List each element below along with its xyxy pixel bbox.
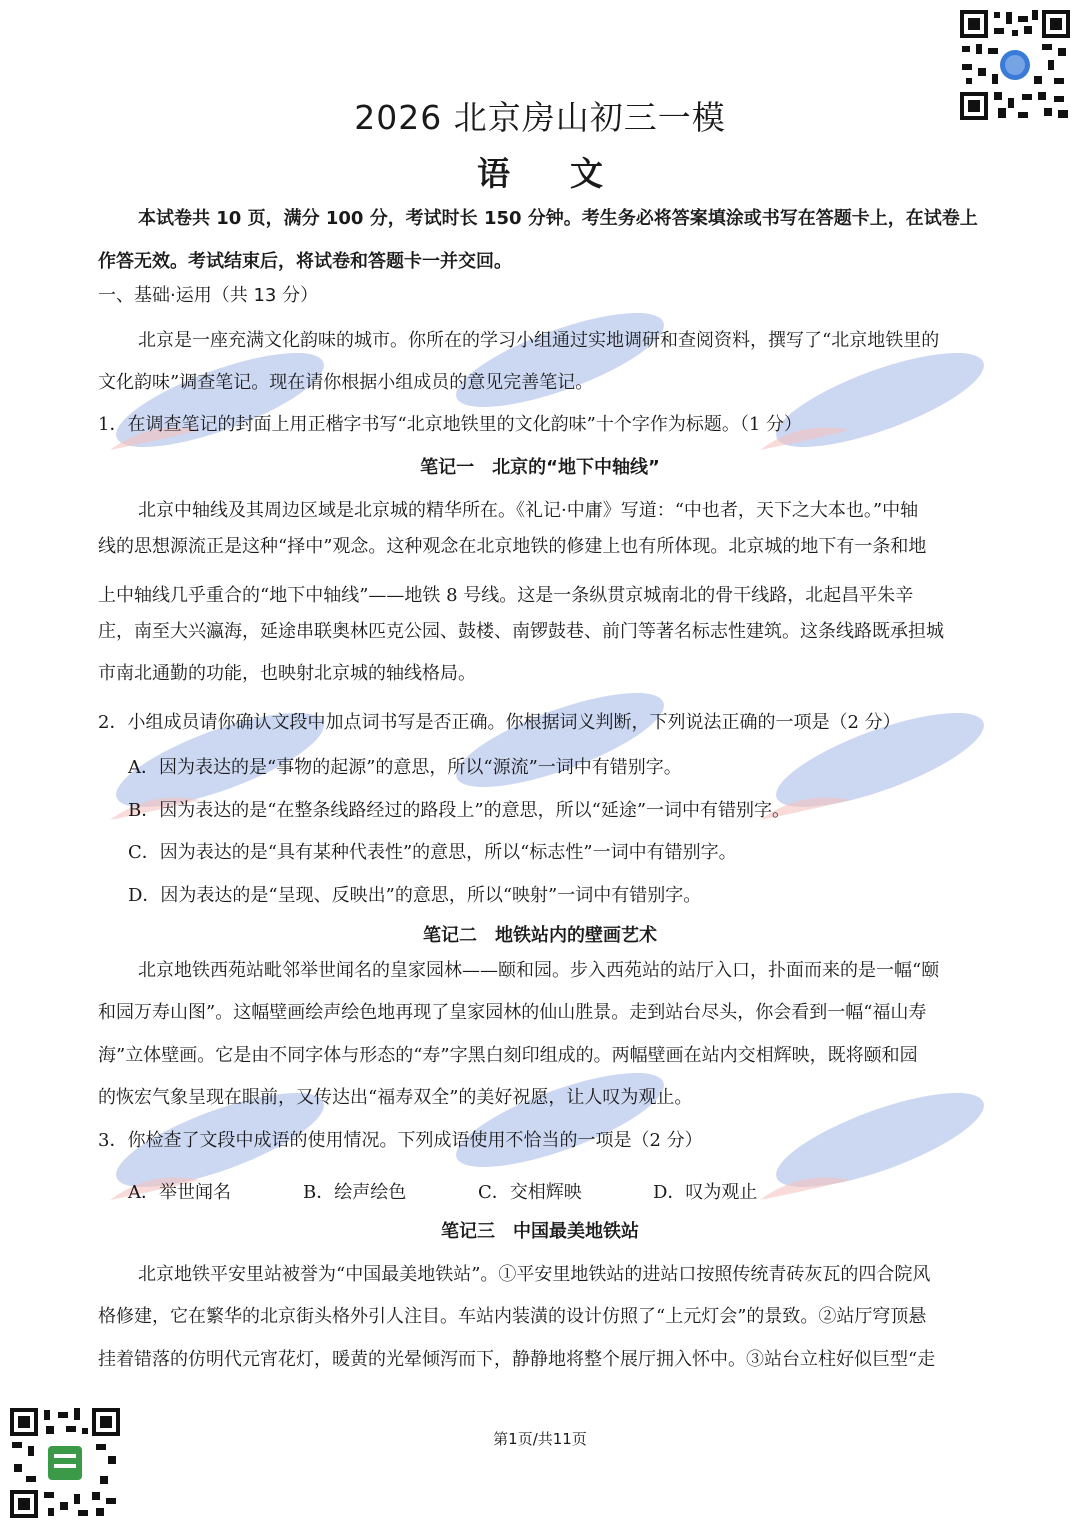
note-line: 线的思想源流正是这种“择中”观念。这种观念在北京地铁的修建上也有所体现。北京城的地下有一条和地 — [98, 536, 927, 557]
note-line: 庄，南至大兴瀛海，延途串联奥林匹克公园、鼓楼、南锣鼓巷、前门等著名标志性建筑。这条线路既承担城 — [98, 621, 944, 642]
page-title: 2026 北京房山初三一模 — [354, 98, 726, 137]
option-c: C．因为表达的是“具有某种代表性”的意思，所以“标志性”一词中有错别字。 — [128, 842, 737, 863]
subject-title: 语文 — [477, 154, 663, 193]
option-d: D．叹为观止 — [653, 1182, 758, 1203]
page-number: 第1页/共11页 — [493, 1430, 587, 1448]
note-line: 的恢宏气象呈现在眼前，又传达出“福寿双全”的美好祝愿，让人叹为观止。 — [98, 1087, 693, 1108]
note-line: 海”立体壁画。它是由不同字体与形态的“寿”字黑白刻印组成的。两幅壁画在站内交相辉映，既将颐和园 — [98, 1045, 918, 1066]
qr-code-icon — [8, 1406, 122, 1520]
paragraph-line: 北京是一座充满文化韵味的城市。你所在的学习小组通过实地调研和查阅资料，撰写了“北京地铁里的 — [138, 330, 940, 351]
question-2: 2．小组成员请你确认文段中加点词书写是否正确。你根据词义判断，下列说法正确的一项是（2 分） — [98, 712, 901, 733]
option-a: A．举世闻名 — [128, 1182, 231, 1203]
note-line: 市南北通勤的功能，也映射北京城的轴线格局。 — [98, 663, 476, 684]
note-heading: 笔记二 地铁站内的壁画艺术 — [423, 925, 657, 946]
option-a: A．因为表达的是“事物的起源”的意思，所以“源流”一词中有错别字。 — [128, 757, 682, 778]
note-heading: 笔记三 中国最美地铁站 — [441, 1221, 639, 1242]
option-d: D．因为表达的是“呈现、反映出”的意思，所以“映射”一词中有错别字。 — [128, 885, 702, 906]
question-3: 3．你检查了文段中成语的使用情况。下列成语使用不恰当的一项是（2 分） — [98, 1130, 703, 1151]
note-line: 挂着错落的仿明代元宵花灯，暖黄的光晕倾泻而下，静静地将整个展厅拥入怀中。③站台立柱好似巨型“走 — [98, 1349, 936, 1370]
option-b: B．绘声绘色 — [303, 1182, 407, 1203]
section-heading: 一、基础·运用（共 13 分） — [98, 285, 319, 306]
note-heading: 笔记一 北京的“地下中轴线” — [420, 457, 660, 478]
intro-line-1: 本试卷共 10 页，满分 100 分，考试时长 150 分钟。考生务必将答案填涂或书写在答题卡上，在试卷上 — [138, 208, 978, 229]
paragraph-line: 文化韵味”调查笔记。现在请你根据小组成员的意见完善笔记。 — [98, 372, 594, 393]
option-b: B．因为表达的是“在整条线路经过的路段上”的意思，所以“延途”一词中有错别字。 — [128, 800, 791, 821]
note-line: 北京地铁西苑站毗邻举世闻名的皇家园林——颐和园。步入西苑站的站厅入口，扑面而来的是一幅“颐 — [138, 960, 940, 981]
note-line: 上中轴线几乎重合的“地下中轴线”——地铁 8 号线。这是一条纵贯京城南北的骨干线路，北起昌平朱辛 — [98, 585, 914, 606]
question-1: 1．在调查笔记的封面上用正楷字书写“北京地铁里的文化韵味”十个字作为标题。（1 分） — [98, 414, 803, 435]
note-line: 北京地铁平安里站被誉为“中国最美地铁站”。①平安里地铁站的进站口按照传统青砖灰瓦的四合院风 — [138, 1264, 931, 1285]
note-line: 北京中轴线及其周边区域是北京城的精华所在。《礼记·中庸》写道：“中也者，天下之大本也。”中轴 — [138, 500, 919, 521]
intro-line-2: 作答无效。考试结束后，将试卷和答题卡一并交回。 — [98, 251, 512, 272]
note-line: 格修建，它在繁华的北京街头格外引人注目。车站内装潢的设计仿照了“上元灯会”的景致。②站厅穹顶悬 — [98, 1306, 927, 1327]
note-line: 和园万寿山图”。这幅壁画绘声绘色地再现了皇家园林的仙山胜景。走到站台尽头，你会看到一幅“福山寿 — [98, 1002, 927, 1023]
option-c: C．交相辉映 — [478, 1182, 582, 1203]
